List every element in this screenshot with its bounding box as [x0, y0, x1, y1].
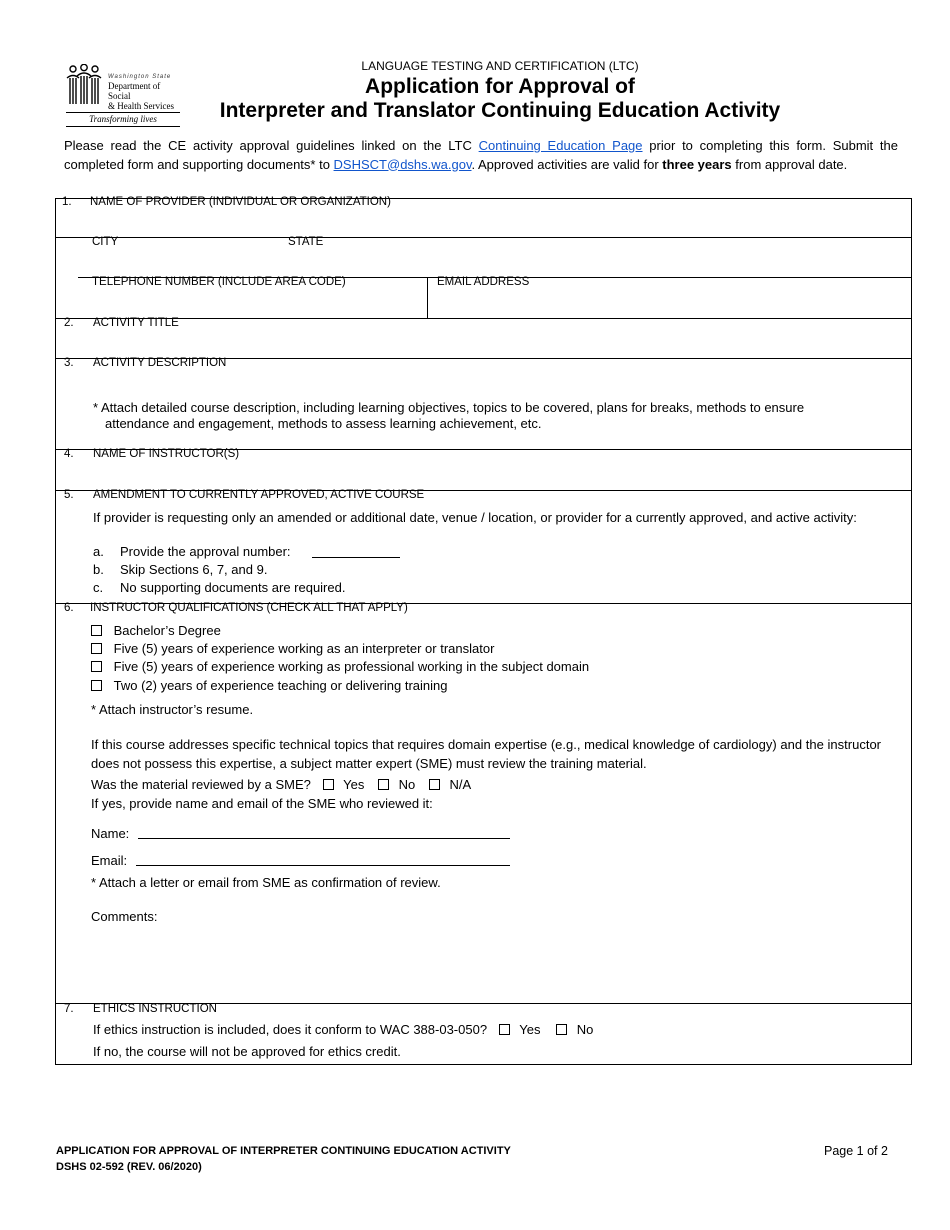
email-address-field[interactable]: [437, 292, 905, 316]
ethics-instruction-label: ETHICS INSTRUCTION: [93, 1003, 217, 1015]
ethics-question-row: [93, 1022, 593, 1037]
sme-ifyes-text: If yes, provide name and email of the SME who reviewed it:: [91, 796, 433, 811]
sme-yes-checkbox[interactable]: [323, 779, 334, 790]
provider-name-label: NAME OF PROVIDER (INDIVIDUAL OR ORGANIZATION): [90, 196, 391, 208]
amendment-instructions: If provider is requesting only an amended or additional date, venue / location, or provider for a currently approved, and active activity:: [93, 510, 857, 525]
amendment-item-letter: c.: [93, 580, 104, 595]
sme-no-label: No: [398, 777, 416, 792]
qualification-option: Two (2) years of experience teaching or delivering training: [91, 678, 447, 693]
sme-email-field[interactable]: [136, 851, 510, 866]
amendment-item-c: No supporting documents are required.: [120, 580, 346, 595]
logo-divider: [66, 112, 180, 113]
interpreter-experience-checkbox[interactable]: [91, 643, 102, 654]
page-title-line1: Application for Approval of: [365, 75, 635, 98]
activity-title-field[interactable]: [90, 332, 905, 356]
activity-description-label: ACTIVITY DESCRIPTION: [93, 357, 227, 369]
logo-state-text: Washington State: [108, 74, 172, 80]
domain-experience-checkbox[interactable]: [91, 661, 102, 672]
ethics-yes-label: Yes: [519, 1022, 541, 1037]
sme-email-label: Email:: [91, 853, 128, 868]
amendment-item-a: Provide the approval number:: [120, 544, 291, 559]
amendment-item-letter: a.: [93, 544, 104, 559]
section-7-number: 7.: [64, 1003, 74, 1015]
continuing-education-link[interactable]: Continuing Education Page: [478, 138, 643, 153]
instructor-qualifications-label: INSTRUCTOR QUALIFICATIONS (CHECK ALL THAT APPLY): [90, 602, 408, 614]
section-5-number: 5.: [64, 489, 74, 501]
comments-label: Comments:: [91, 909, 158, 924]
row-divider: [55, 318, 912, 319]
approval-number-field[interactable]: [312, 544, 400, 558]
ethics-note: If no, the course will not be approved for ethics credit.: [93, 1044, 401, 1059]
ethics-no-checkbox[interactable]: [556, 1024, 567, 1035]
dshs-logo: [64, 64, 184, 126]
ethics-no-label: No: [576, 1022, 594, 1037]
qualification-option: Five (5) years of experience working as an interpreter or translator: [91, 641, 494, 656]
amendment-item-letter: b.: [93, 562, 104, 577]
section-2-number: 2.: [64, 317, 74, 329]
ethics-question: If ethics instruction is included, does it conform to WAC 388-03-050?: [93, 1022, 488, 1037]
telephone-label: TELEPHONE NUMBER (INCLUDE AREA CODE): [92, 276, 346, 288]
city-label: CITY: [92, 236, 119, 248]
resume-note: * Attach instructor’s resume.: [91, 702, 254, 717]
instructions-paragraph: Please read the CE activity approval guidelines linked on the LTC Continuing Education Page prior to completing this form. Submit the completed form and supporting documents* to DSHSCT@dshs.wa.gov. Approved activities are valid for three years from approval date.: [64, 138, 899, 172]
amendment-item-b: Skip Sections 6, 7, and 9.: [120, 562, 268, 577]
sme-paragraph: If this course addresses specific technical topics that requires domain expertise (e.g., medical knowledge of cardiology) and the instructor does not possess this expertise, a subject matter expert (SME) must review the training material.: [91, 737, 881, 771]
section-3-number: 3.: [64, 357, 74, 369]
sme-yes-label: Yes: [343, 777, 365, 792]
provider-name-field[interactable]: [90, 211, 905, 235]
page-title-line2: Interpreter and Translator Continuing Education Activity: [219, 99, 781, 122]
sme-na-label: N/A: [449, 777, 472, 792]
footer-form-title: APPLICATION FOR APPROVAL OF INTERPRETER CONTINUING EDUCATION ACTIVITY: [56, 1145, 511, 1157]
description-attach-note-cont: attendance and engagement, methods to assess learning achievement, etc.: [105, 416, 542, 431]
telephone-field[interactable]: [90, 292, 420, 316]
program-name: LANGUAGE TESTING AND CERTIFICATION (LTC): [361, 59, 639, 73]
instructor-name-label: NAME OF INSTRUCTOR(S): [93, 448, 240, 460]
footer-form-number: DSHS 02-592 (REV. 06/2020): [56, 1161, 202, 1173]
column-divider: [427, 277, 428, 318]
instructor-name-field[interactable]: [90, 464, 905, 488]
sme-name-label: Name:: [91, 826, 130, 841]
qualification-option: Five (5) years of experience working as professional working in the subject domain: [91, 659, 589, 674]
activity-title-label: ACTIVITY TITLE: [93, 317, 179, 329]
qualification-option: Bachelor’s Degree: [91, 623, 221, 638]
row-divider: [55, 237, 912, 238]
sme-na-checkbox[interactable]: [429, 779, 440, 790]
amendment-label: AMENDMENT TO CURRENTLY APPROVED, ACTIVE COURSE: [93, 489, 425, 501]
sme-name-field[interactable]: [138, 824, 510, 839]
state-label: STATE: [288, 236, 324, 248]
section-6-number: 6.: [64, 602, 74, 614]
logo-tagline: Transforming lives: [89, 114, 157, 124]
logo-divider-bottom: [66, 126, 180, 127]
sme-question-row: [91, 777, 471, 792]
city-field[interactable]: [90, 251, 280, 275]
page-number: Page 1 of 2: [824, 1144, 888, 1158]
people-logo-icon: [64, 64, 104, 106]
state-field[interactable]: [288, 251, 408, 275]
sme-no-checkbox[interactable]: [378, 779, 389, 790]
section-1-number: 1.: [62, 196, 72, 208]
teaching-experience-checkbox[interactable]: [91, 680, 102, 691]
email-address-label: EMAIL ADDRESS: [437, 276, 530, 288]
comments-field[interactable]: [91, 927, 903, 999]
logo-department-text: Department of Social & Health Services: [108, 81, 174, 111]
ethics-yes-checkbox[interactable]: [499, 1024, 510, 1035]
section-4-number: 4.: [64, 448, 74, 460]
bachelors-checkbox[interactable]: [91, 625, 102, 636]
sme-letter-note: * Attach a letter or email from SME as confirmation of review.: [91, 875, 441, 890]
description-attach-note: * Attach detailed course description, including learning objectives, topics to be covered, plans for breaks, methods to ensure: [93, 400, 805, 415]
sme-question: Was the material reviewed by a SME?: [91, 777, 311, 792]
email-link[interactable]: DSHSCT@dshs.wa.gov: [333, 156, 472, 172]
